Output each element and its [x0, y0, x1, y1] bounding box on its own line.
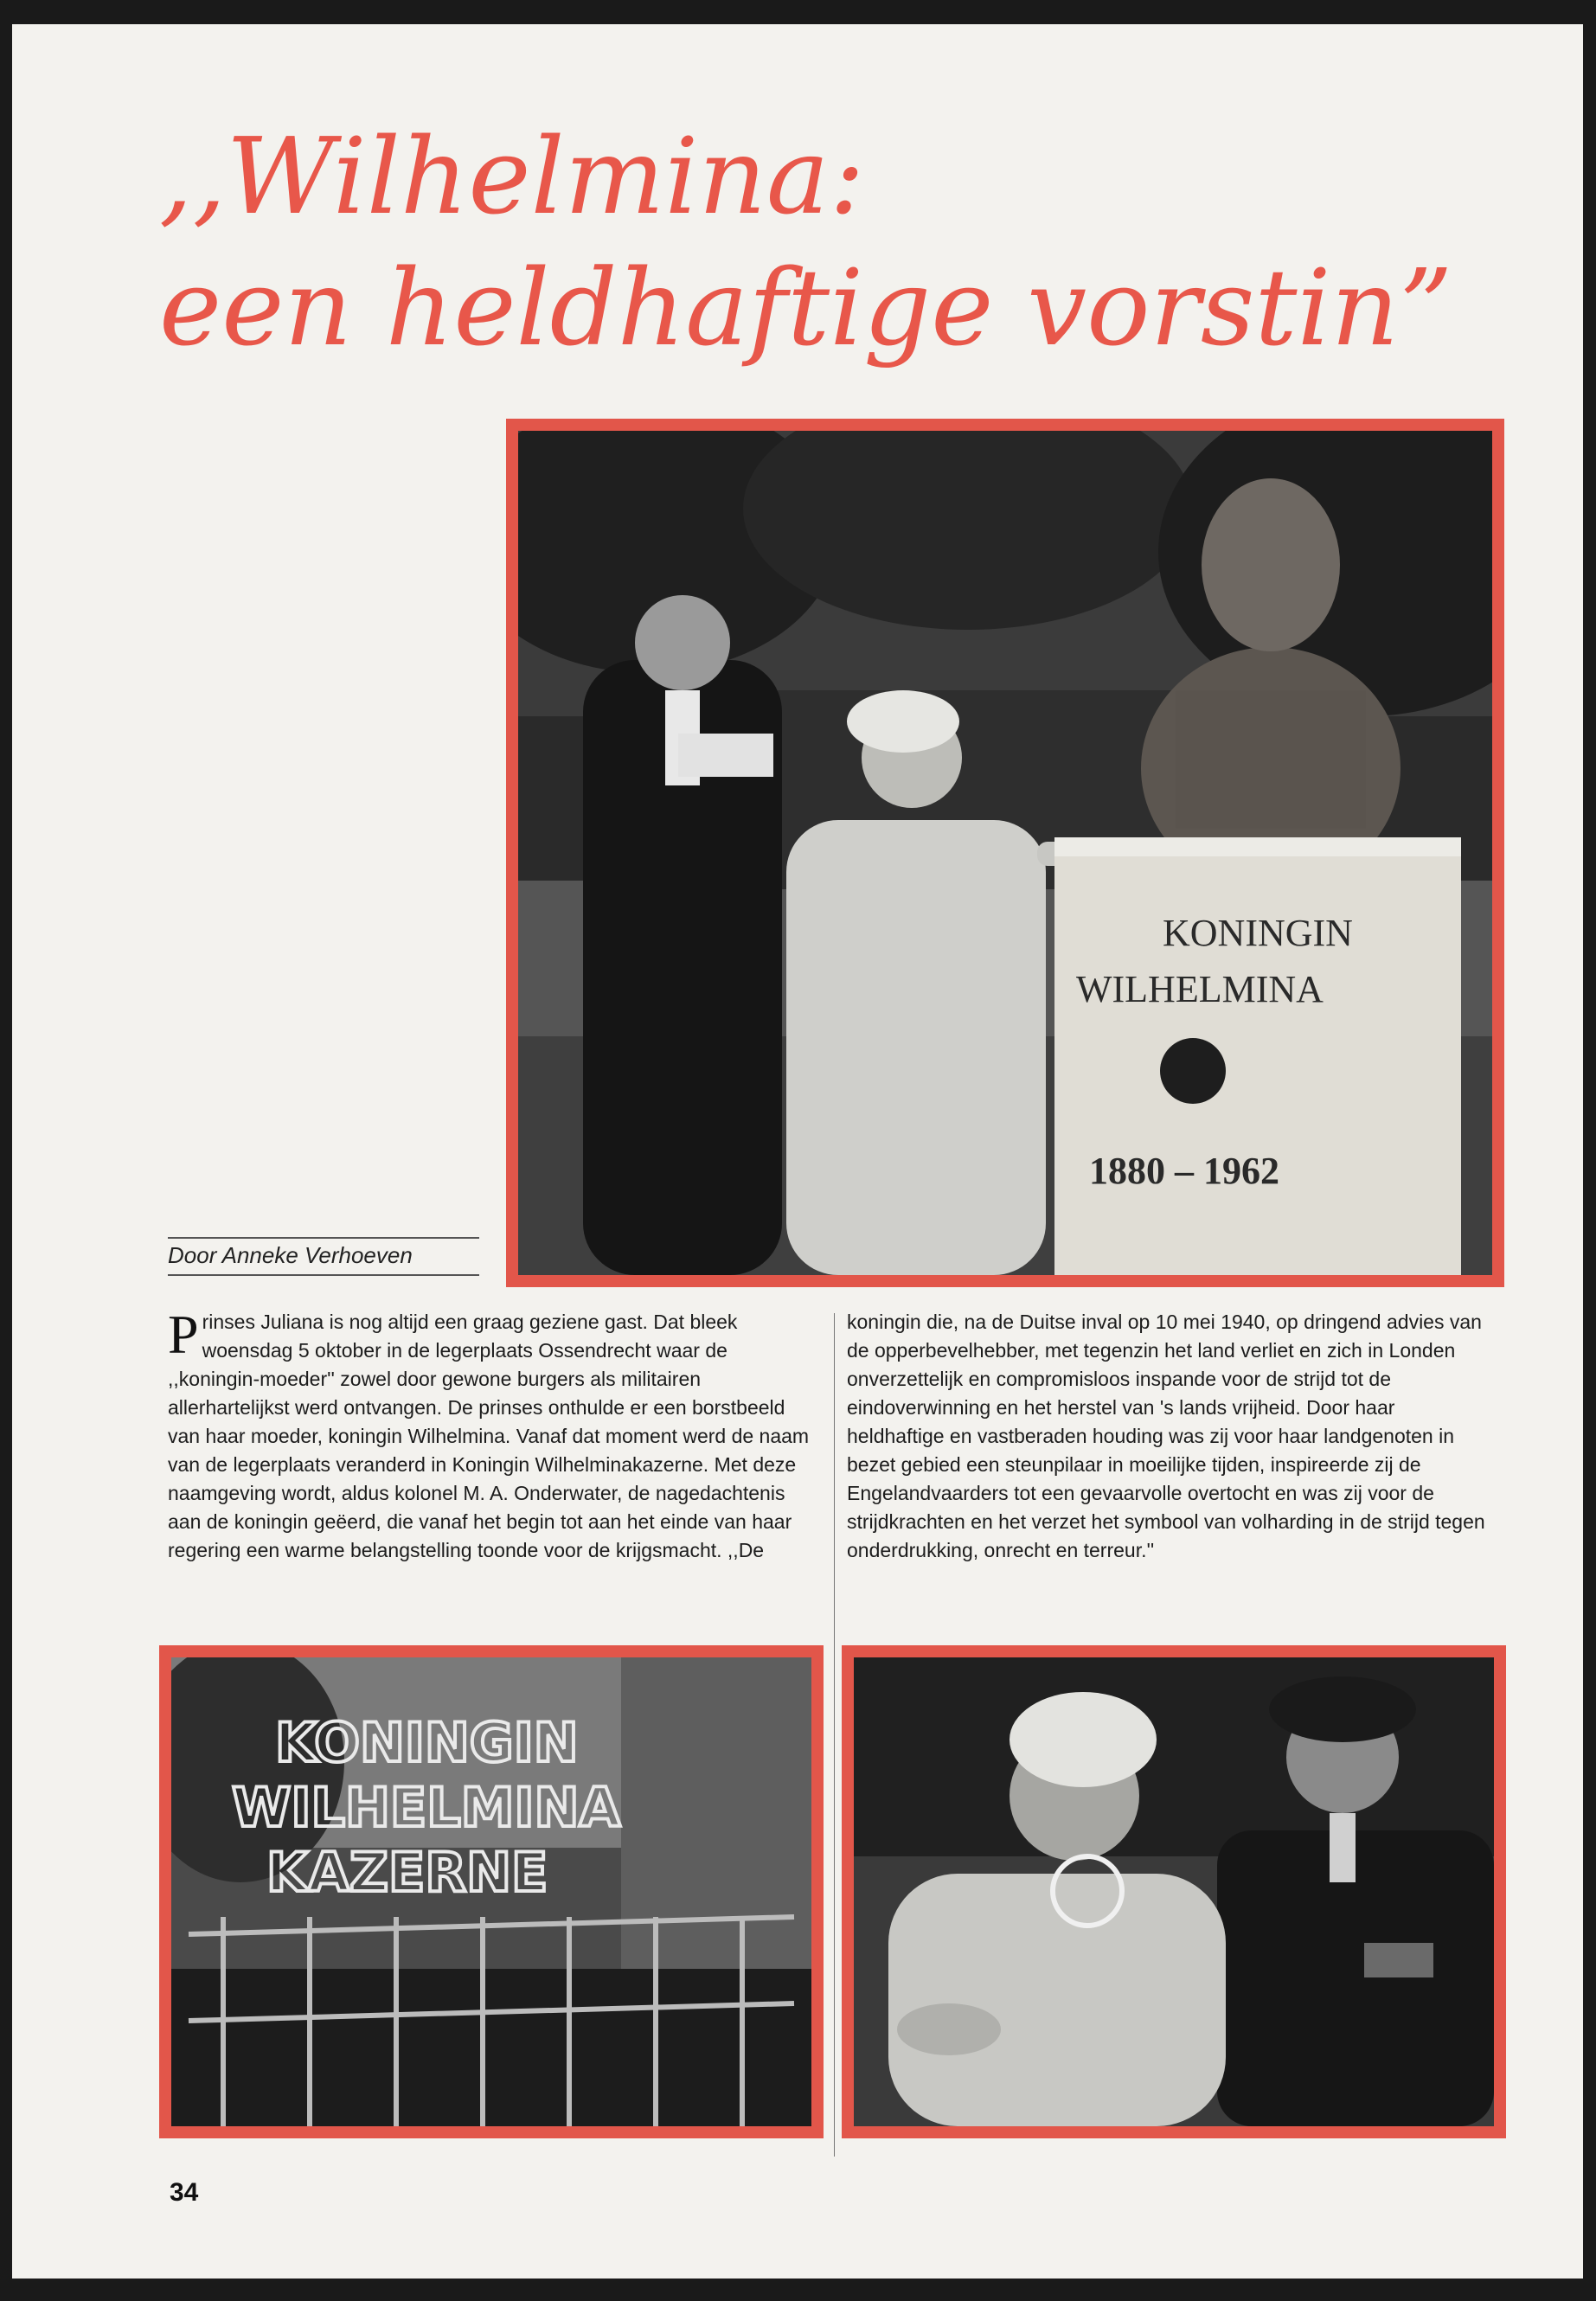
gate-photo-frame	[159, 1645, 824, 2138]
officer-photo-princess-colonel	[854, 1657, 1494, 2126]
gate-sign-line-3: KAZERNE	[266, 1841, 548, 1904]
article-column-2: koningin die, na de Duitse inval op 10 mei 1940, op dringend advies van de opperbevelhebber, met tegenzin het land verliet en zich in Londen onverzettelijk en compromisloos inspande voor de strijd tot de eindoverwinning en het herstel van 's lands vrijheid. Door haar heldhaftige en vastberaden houding was zij voor haar landgenoten in bezet gebied een steunpilaar in moeilijke tijden, inspireerde zij de Engelandvaarders tot een gevaarvolle overtocht en was zij voor de strijdkrachten en het verzet het symbool van volharding in de strijd tegen onderdrukking, onrecht en terreur.''	[847, 1311, 1485, 1561]
column-divider	[834, 1313, 835, 2157]
column-1-text: rinses Juliana is nog altijd een graag geziene gast. Dat bleek woensdag 5 oktober in de legerplaats Ossendrecht waar de ,,koningin-moeder'' zowel door gewone burgers als militairen allerhartelijkst werd ontvangen. De prinses onthulde er een borstbeeld van haar moeder, koningin Wilhelmina. Vanaf dat moment werd de naam van de legerplaats veranderd in Koningin Wilhelminakazerne. Met deze naamgeving wordt, aldus kolonel M. A. Onderwater, de nagedachtenis aan de koningin geëerd, die vanaf het begin tot aan het einde van haar regering een warme belangstelling toonde voor de krijgsmacht. ,,De	[168, 1311, 810, 1561]
gate-sign-line-2: WILHELMINA	[232, 1776, 621, 1839]
officer-photo-frame	[842, 1645, 1506, 2138]
page-number: 34	[170, 2178, 199, 2207]
article-title	[159, 111, 1543, 374]
title-line-1: ,,Wilhelmina:	[159, 115, 865, 238]
title-line-2: een heldhaftige vorstin”	[159, 247, 1453, 369]
plinth-text-line-1: KONINGIN	[1163, 912, 1353, 954]
byline-rule	[168, 1237, 479, 1239]
plinth-years: 1880 – 1962	[1089, 1150, 1279, 1192]
main-photo-bust-unveiling	[518, 431, 1492, 1275]
plinth-text-line-2: WILHELMINA	[1076, 968, 1324, 1010]
gate-photo-kazerne-sign	[171, 1657, 811, 2126]
gate-sign-line-1: KONINGIN	[275, 1711, 579, 1774]
plinth-emblem-icon	[1160, 1038, 1226, 1104]
main-photo-frame	[506, 419, 1504, 1287]
drop-cap: P	[168, 1304, 199, 1365]
magazine-page	[12, 24, 1583, 2279]
byline: Door Anneke Verhoeven	[168, 1242, 479, 1276]
article-column-1	[168, 1304, 821, 1565]
